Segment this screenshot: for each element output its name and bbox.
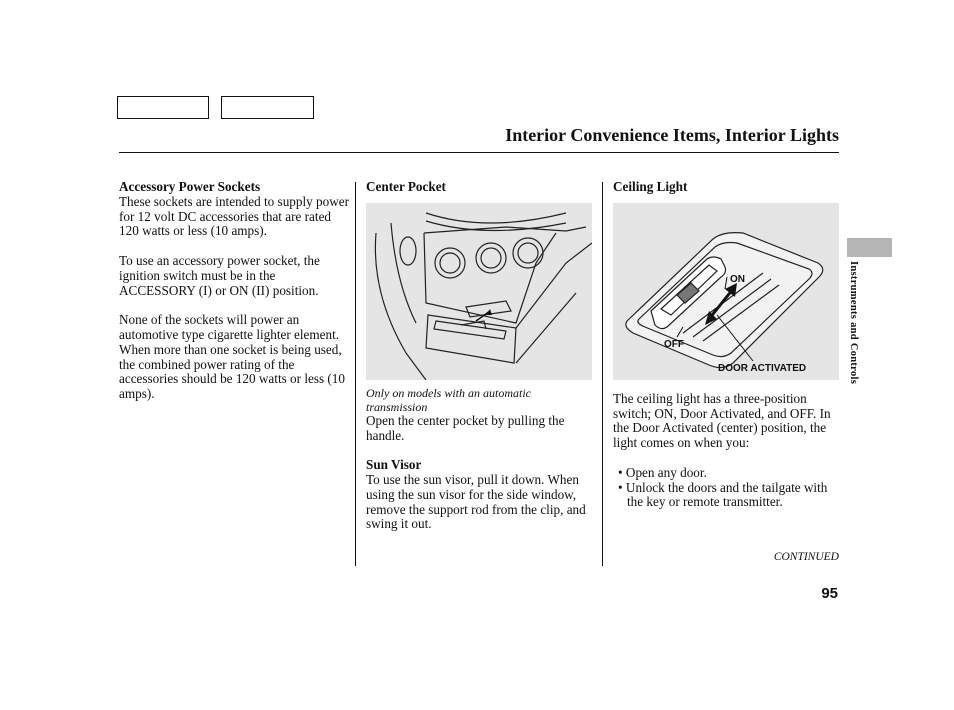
label-off: OFF xyxy=(664,338,684,350)
center-pocket-illustration xyxy=(366,203,592,380)
nav-box-right[interactable] xyxy=(221,96,314,119)
continued-label: CONTINUED xyxy=(773,551,839,563)
ceiling-light-section xyxy=(613,180,843,510)
ceiling-light-illustration xyxy=(613,203,839,380)
center-pocket-heading: Center Pocket xyxy=(366,179,446,194)
center-pocket-caption: Only on models with an automatic transmission xyxy=(366,385,531,414)
bullet-2-text: Unlock the doors and the tailgate with the key or remote transmitter. xyxy=(625,479,828,510)
label-on: ON xyxy=(730,273,745,285)
column-divider-1 xyxy=(355,182,356,566)
page-title: Interior Convenience Items, Interior Lights xyxy=(505,125,839,145)
accessory-paragraph-2: To use an accessory power socket, the ignition switch must be in the ACCESSORY (I) or ON (II) position. xyxy=(119,252,320,298)
ceiling-light-bullet-1: • Open any door. xyxy=(618,464,707,480)
ceiling-light-heading: Ceiling Light xyxy=(613,179,688,194)
nav-box-left[interactable] xyxy=(117,96,209,119)
sun-visor-heading: Sun Visor xyxy=(366,457,422,473)
section-label: Instruments and Controls xyxy=(848,261,859,385)
ceiling-light-bullet-2: • Unlock the doors and the tailgate with the key or remote transmitter. xyxy=(618,479,828,510)
title-rule xyxy=(119,152,839,153)
label-door-activated: DOOR ACTIVATED xyxy=(718,362,807,374)
ceiling-light-text: The ceiling light has a three-position switch; ON, Door Activated, and OFF. In the Door Activated (center) position, the light comes on when you: xyxy=(613,390,831,451)
page-number: 95 xyxy=(821,585,838,602)
center-pocket-section xyxy=(366,180,594,532)
center-pocket-text: Open the center pocket by pulling the handle. xyxy=(366,412,565,443)
bullet-1-text: Open any door. xyxy=(625,464,707,480)
accessory-sockets-section xyxy=(119,180,349,402)
accessory-heading: Accessory Power Sockets xyxy=(119,179,261,194)
column-divider-2 xyxy=(602,182,603,566)
sun-visor-text: To use the sun visor, pull it down. When using the sun visor for the side window, remove the support rod from the clip, and swing it out. xyxy=(366,471,586,532)
accessory-paragraph-3: None of the sockets will power an automotive type cigarette lighter element. When more than one socket is being used, the combined power rating of the accessories should be 120 watts or less (10 amps). xyxy=(119,312,345,402)
section-tab xyxy=(847,238,892,257)
accessory-paragraph-1: These sockets are intended to supply power for 12 volt DC accessories that are rated 120 watts or less (10 amps). xyxy=(119,193,349,239)
